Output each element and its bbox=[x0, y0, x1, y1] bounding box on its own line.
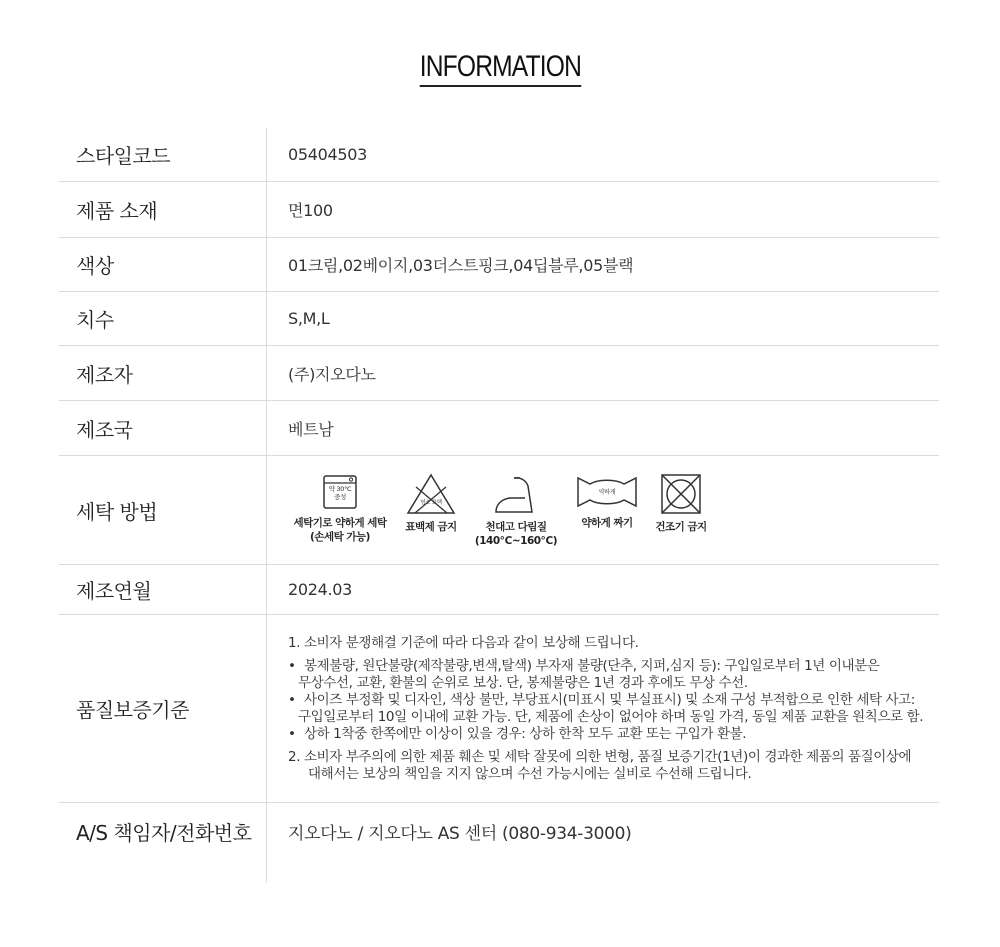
value-as: 지오다노 / 지오다노 AS 센터 (080-934-3000) bbox=[288, 824, 632, 844]
quality-item-2-cont-text: 대해서는 보상의 책임을 지지 않으며 수선 가능시에는 실비로 수선해 드립니다. bbox=[308, 765, 752, 782]
row-size bbox=[59, 292, 939, 346]
quality-terms bbox=[288, 635, 923, 783]
quality-bullet-1-cont bbox=[288, 675, 923, 692]
care-caption-wring: 약하게 짜기 bbox=[581, 517, 633, 529]
wash-basin-icon bbox=[320, 472, 360, 512]
label-manufacturer: 제조자 bbox=[59, 346, 267, 400]
care-caption-iron: 천대고 다림질 (140℃~160℃) bbox=[474, 521, 558, 547]
quality-bullet-2-cont bbox=[288, 709, 923, 726]
quality-text-block bbox=[267, 615, 939, 802]
care-item-wring bbox=[564, 472, 650, 530]
value-style-code: 05404503 bbox=[288, 145, 368, 164]
row-date bbox=[59, 565, 939, 615]
quality-bullet-3-text: 상하 1착중 한쪽에만 이상이 있을 경우: 상하 한착 모두 교환 또는 구입가 환불. bbox=[304, 725, 747, 742]
row-manufacturer bbox=[59, 346, 939, 401]
value-color: 01크림,02베이지,03더스트핑크,04딥블루,05블랙 bbox=[288, 256, 634, 275]
row-care bbox=[59, 456, 939, 565]
care-item-iron bbox=[468, 472, 564, 548]
quality-item-1-text: 1. 소비자 분쟁해결 기준에 따라 다음과 같이 보상해 드립니다. bbox=[288, 634, 639, 651]
label-style-code: 스타일코드 bbox=[59, 128, 267, 181]
iron-icon bbox=[492, 472, 540, 516]
value-manufacturer: (주)지오다노 bbox=[288, 364, 376, 384]
label-country: 제조국 bbox=[59, 401, 267, 455]
no-tumble-dry-icon bbox=[659, 472, 703, 516]
bullet-marker: • bbox=[288, 725, 296, 742]
care-caption-wash: 세탁기로 약하게 세탁 (손세탁 가능) bbox=[293, 517, 387, 543]
quality-bullet-1 bbox=[288, 658, 923, 675]
care-symbols bbox=[267, 456, 939, 564]
quality-item-2 bbox=[288, 749, 923, 766]
row-color bbox=[59, 238, 939, 292]
quality-bullet-2-text: 사이즈 부정확 및 디자인, 색상 불만, 부당표시(미표시 및 부실표시) 및 소재 구성 부적합으로 인한 세탁 사고: bbox=[304, 691, 915, 708]
quality-bullet-2-cont-text: 구입일로부터 10일 이내에 교환 가능. 단, 제품에 손상이 없어야 하며 동일 가격, 동일 제품 교환을 원칙으로 함. bbox=[298, 708, 924, 725]
row-country bbox=[59, 401, 939, 456]
bullet-marker: • bbox=[288, 691, 296, 708]
label-color: 색상 bbox=[59, 238, 267, 291]
label-care: 세탁 방법 bbox=[59, 456, 267, 564]
label-quality: 품질보증기준 bbox=[59, 615, 267, 802]
quality-item-2-cont bbox=[288, 766, 923, 783]
care-item-wash bbox=[286, 472, 394, 544]
information-title-wrap bbox=[0, 50, 1000, 87]
care-item-dry bbox=[650, 472, 712, 534]
value-date: 2024.03 bbox=[288, 580, 353, 599]
row-style-code bbox=[59, 128, 939, 182]
label-size: 치수 bbox=[59, 292, 267, 345]
bleach-text: 염소 표백 bbox=[420, 500, 442, 506]
row-as bbox=[59, 803, 939, 883]
value-material: 면100 bbox=[288, 201, 333, 220]
label-date: 제조연월 bbox=[59, 565, 267, 614]
info-table bbox=[59, 128, 939, 883]
care-caption-bleach: 표백제 금지 bbox=[405, 521, 457, 533]
label-as: A/S 책임자/전화번호 bbox=[59, 803, 267, 883]
label-material: 제품 소재 bbox=[59, 182, 267, 237]
quality-bullet-3 bbox=[288, 726, 923, 743]
wring-icon bbox=[576, 472, 638, 512]
bullet-marker: • bbox=[288, 657, 296, 674]
care-item-bleach bbox=[394, 472, 468, 534]
value-size: S,M,L bbox=[288, 309, 330, 328]
row-quality bbox=[59, 615, 939, 803]
wash-temp-text: 약 30°C 중성 bbox=[328, 485, 352, 501]
value-country: 베트남 bbox=[288, 419, 334, 439]
quality-bullet-2 bbox=[288, 692, 923, 709]
quality-bullet-1-cont-text: 무상수선, 교환, 환불의 순위로 보상. 단, 봉제불량은 1년 경과 후에도 무상 수선. bbox=[298, 674, 748, 691]
page-title: INFORMATION bbox=[419, 50, 580, 87]
row-material bbox=[59, 182, 939, 238]
no-bleach-icon bbox=[405, 472, 457, 516]
quality-bullet-1-text: 봉제불량, 원단불량(제작불량,변색,탈색) 부자재 불량(단추, 지퍼,심지 등): 구입일로부터 1년 이내분은 bbox=[304, 657, 880, 674]
quality-item-2-text: 2. 소비자 부주의에 의한 제품 훼손 및 세탁 잘못에 의한 변형, 품질 보증기간(1년)이 경과한 제품의 품질이상에 bbox=[288, 748, 912, 765]
care-symbol-list bbox=[286, 472, 712, 548]
wring-text: 약하게 bbox=[598, 489, 616, 496]
quality-item-1 bbox=[288, 635, 923, 652]
care-caption-dry: 건조기 금지 bbox=[655, 521, 707, 533]
